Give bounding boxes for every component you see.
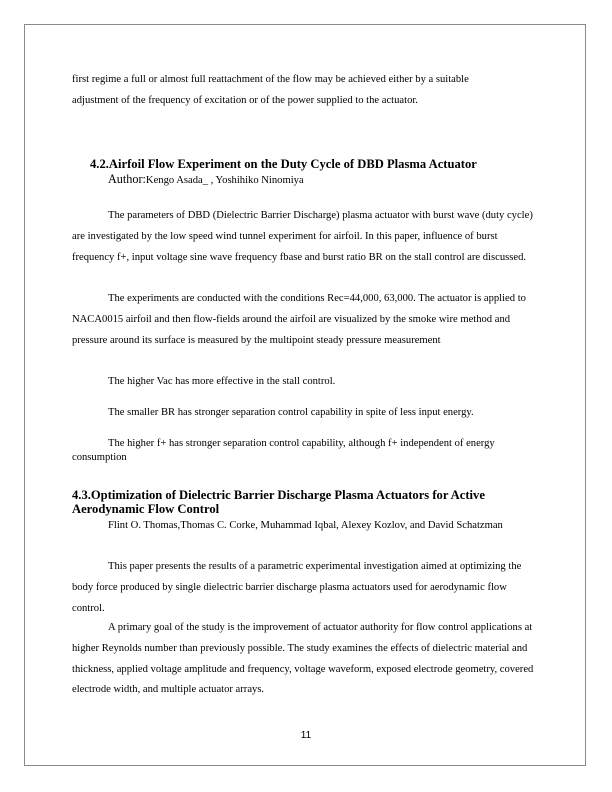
section-4-3-authors: Flint O. Thomas,Thomas C. Corke, Muhammad Iqbal, Alexey Kozlov, and David Schatzman (108, 520, 503, 531)
section-4-2-paragraph-2: The experiments are conducted with the conditions Rec=44,000, 63,000. The actuator is applied to NACA0015 airfoil and then flow-fields around the airfoil are visualized by the smoke wire method and pressure around its surface is measured by the multipoint steady pressure measurement (72, 293, 526, 346)
section-4-3-paragraph-2: A primary goal of the study is the improvement of actuator authority for flow control applications at higher Reynolds number than previously possible. The study examines the effects of dielectric material and thickness, applied voltage amplitude and frequency, voltage waveform, exposed electrode geometry, covered electrode width, and multiple actuator arrays. (72, 622, 534, 696)
section-4-2-heading: 4.2.Airfoil Flow Experiment on the Duty Cycle of DBD Plasma Actuator (90, 157, 477, 171)
section-4-3-heading-line-2: Aerodynamic Flow Control (72, 502, 220, 516)
author-names: Kengo Asada_ , Yoshihiko Ninomiya (145, 175, 304, 186)
section-4-2-paragraph-1: The parameters of DBD (Dielectric Barrier Discharge) plasma actuator with burst wave (duty cycle) are investigated by the low speed wind tunnel experiment for airfoil. In this paper, influence of burst frequency f+, input voltage sine wave frequency fbase and burst ratio BR on the stall control are discussed. (72, 210, 533, 263)
section-4-3-paragraph-1: This paper presents the results of a parametric experimental investigation aimed at optimizing the body force produced by single dielectric barrier discharge plasma actuators used for aerodynamic flow control. (72, 561, 522, 614)
section-4-2-authors (108, 173, 304, 188)
page-number: 11 (300, 730, 312, 741)
section-4-2-finding-3: The higher f+ has stronger separation control capability, although f+ independent of energy consumption (72, 438, 495, 463)
intro-line-2: adjustment of the frequency of excitation or of the power supplied to the actuator. (72, 95, 418, 106)
section-4-2-finding-1: The higher Vac has more effective in the stall control. (108, 376, 336, 387)
intro-line-1: first regime a full or almost full reattachment of the flow may be achieved either by a suitable (72, 74, 469, 85)
author-label: Author: (108, 172, 146, 186)
section-4-3-heading-line-1: 4.3.Optimization of Dielectric Barrier Discharge Plasma Actuators for Active (72, 488, 485, 502)
section-4-2-finding-2: The smaller BR has stronger separation control capability in spite of less input energy. (108, 407, 474, 418)
